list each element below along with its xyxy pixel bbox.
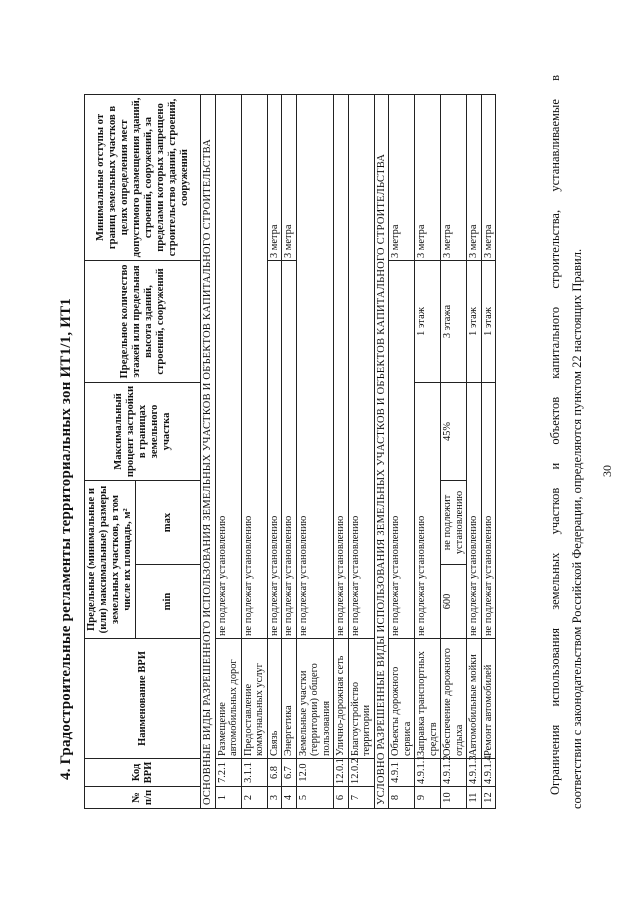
row-floors: 1 этаж (481, 260, 496, 382)
row-floors: 3 этажа (441, 260, 467, 382)
row-code: 4.9.1.1 (415, 759, 441, 787)
row-num: 3 (267, 787, 282, 809)
row-name: Улично-дорожная сеть (334, 639, 349, 759)
col-header-setback: Минимальные отступы от границ земельных участков в целях определения мест допустимого размещения зданий, строений, сооружений, за пределами которых запрещено строительство зданий, строений, сооружений (85, 94, 201, 260)
table-row (348, 94, 374, 808)
row-name: Автомобильные мойки (467, 639, 482, 759)
row-setback: 3 метра (467, 94, 482, 260)
row-merged-value: не подлежат установлению (415, 382, 441, 638)
row-num: 2 (241, 787, 267, 809)
col-header-name: Наименование ВРИ (85, 639, 201, 759)
row-num: 8 (389, 787, 415, 809)
row-merged-value: не подлежат установлению (481, 382, 496, 638)
row-name: Предоставление коммунальных услуг (241, 639, 267, 759)
row-code: 3.1.1 (241, 759, 267, 787)
row-name: Заправка транспортных средств (415, 639, 441, 759)
table-row (267, 94, 282, 808)
row-code: 12.0 (296, 759, 334, 787)
row-num: 10 (441, 787, 467, 809)
row-num: 6 (334, 787, 349, 809)
table-row (415, 94, 441, 808)
row-max: не подлежит установлению (441, 480, 467, 564)
col-header-percent: Максимальный процент застройки в границах земельного участка (85, 382, 201, 480)
section-title: УСЛОВНО РАЗРЕШЕННЫЕ ВИДЫ ИСПОЛЬЗОВАНИЯ ЗЕМЕЛЬНЫХ УЧАСТКОВ И ОБЪЕКТОВ КАПИТАЛЬНОГО СТРОИТЕЛЬСТВА (374, 94, 389, 808)
footnote-line-2: соответствии с законодательством Российской Федерации, определяются пунктом 22 настоящих Правил. (570, 248, 584, 809)
footnote-line-1: Ограничения использования земельных участков и объектов капитального строительства, устанавливаемые в (548, 75, 562, 795)
row-min: 600 (441, 565, 467, 639)
row-num: 11 (467, 787, 482, 809)
col-header-min: min (136, 565, 201, 639)
col-header-code: Код ВРИ (85, 759, 201, 787)
table-row (282, 94, 297, 808)
section-title: ОСНОВНЫЕ ВИДЫ РАЗРЕШЕННОГО ИСПОЛЬЗОВАНИЯ ЗЕМЕЛЬНЫХ УЧАСТКОВ И ОБЪЕКТОВ КАПИТАЛЬНОГО СТРОИТЕЛЬСТВА (201, 94, 216, 808)
row-setback: 3 метра (282, 94, 297, 260)
row-floors: 1 этаж (467, 260, 482, 382)
row-merged-value: не подлежат установлению (389, 260, 415, 638)
row-num: 1 (215, 787, 241, 809)
row-name: Размещение автомобильных дорог (215, 639, 241, 759)
row-num: 4 (282, 787, 297, 809)
row-name: Обеспечение дорожного отдыха (441, 639, 467, 759)
row-name: Связь (267, 639, 282, 759)
regulations-table (84, 94, 496, 809)
row-code: 4.9.1 (389, 759, 415, 787)
row-floors: 1 этаж (415, 260, 441, 382)
table-row (296, 94, 334, 808)
row-num: 9 (415, 787, 441, 809)
row-code: 4.9.1.4 (481, 759, 496, 787)
section-heading: 4. Градостроительные регламенты территориальных зон ИТ1/1, ИТ1 (58, 297, 74, 780)
row-name: Земельные участки (территории) общего пользования (296, 639, 334, 759)
col-header-floors: Предельное количество этажей или предельная высота зданий, строений, сооружений (85, 260, 201, 382)
section-title-row (374, 94, 389, 808)
section-title-row (201, 94, 216, 808)
table-row (241, 94, 267, 808)
row-num: 5 (296, 787, 334, 809)
col-header-size-group: Предельные (минимальные и (или) максимальные) размеры земельных участков, в том числе их площадь, м² (85, 480, 136, 638)
row-name: Благоустройство территории (348, 639, 374, 759)
row-code: 12.0.2 (348, 759, 374, 787)
row-num: 7 (348, 787, 374, 809)
row-merged-value: не подлежат установлению (282, 260, 297, 638)
table-row (389, 94, 415, 808)
row-merged-value: не подлежат установлению (267, 260, 282, 638)
row-name: Объекты дорожного сервиса (389, 639, 415, 759)
row-percent: 45% (441, 382, 467, 480)
header-row-1 (85, 94, 136, 808)
row-merged-value: не подлежат установлению (334, 94, 349, 638)
col-header-max: max (136, 480, 201, 564)
row-code: 7.2.1 (215, 759, 241, 787)
regulations-table-wrapper (84, 95, 496, 809)
table-row (467, 94, 482, 808)
row-setback: 3 метра (415, 94, 441, 260)
row-code: 4.9.1.3 (467, 759, 482, 787)
row-name: Ремонт автомобилей (481, 639, 496, 759)
row-code: 12.0.1 (334, 759, 349, 787)
row-name: Энергетика (282, 639, 297, 759)
row-code: 6.7 (282, 759, 297, 787)
row-merged-value: не подлежат установлению (348, 94, 374, 638)
table-row (215, 94, 241, 808)
row-merged-value: не подлежат установлению (241, 94, 267, 638)
row-setback: 3 метра (441, 94, 467, 260)
row-setback: 3 метра (481, 94, 496, 260)
row-merged-value: не подлежат установлению (296, 94, 334, 638)
row-setback: 3 метра (267, 94, 282, 260)
row-merged-value: не подлежат установлению (215, 94, 241, 638)
row-merged-value: не подлежат установлению (467, 382, 482, 638)
page-number: 30 (600, 465, 614, 477)
row-num: 12 (481, 787, 496, 809)
row-setback: 3 метра (389, 94, 415, 260)
table-row (481, 94, 496, 808)
table-row (334, 94, 349, 808)
col-header-num: № п/п (85, 787, 201, 809)
table-row (441, 94, 467, 808)
row-code: 4.9.1.2 (441, 759, 467, 787)
row-code: 6.8 (267, 759, 282, 787)
